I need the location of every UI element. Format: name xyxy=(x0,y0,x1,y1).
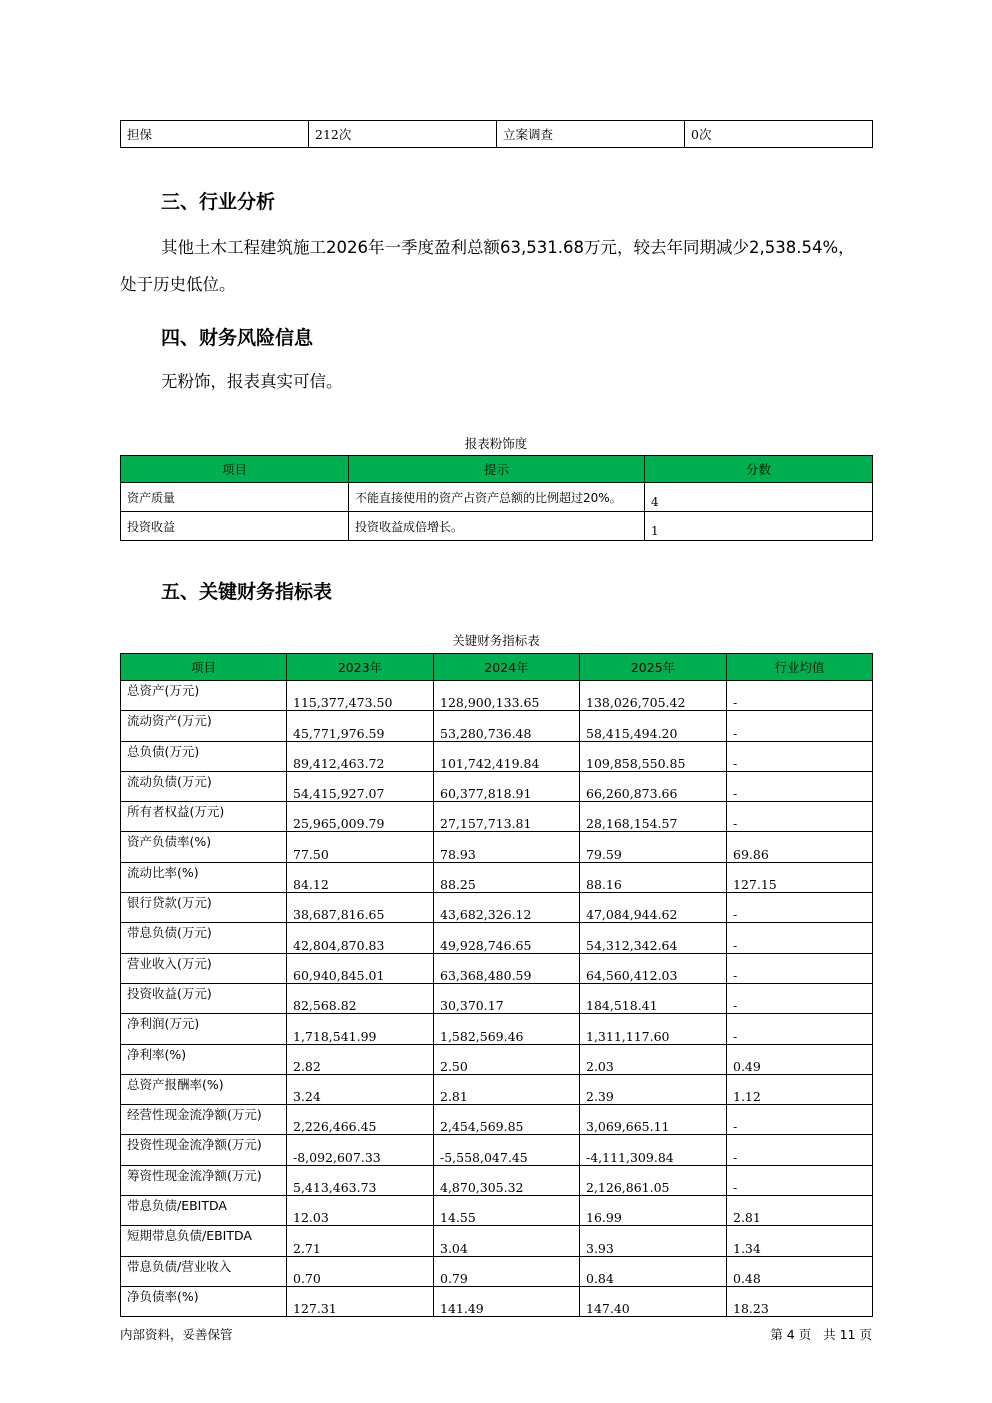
table-cell: 115,377,473.50 xyxy=(287,681,434,711)
table-cell: - xyxy=(727,953,873,983)
table-cell: - xyxy=(727,1135,873,1165)
table-cell: 担保 xyxy=(121,121,309,148)
page-number: 第 4 页 共 11 页 xyxy=(770,1327,872,1342)
table-row xyxy=(121,1256,873,1286)
table-cell: 0.84 xyxy=(580,1256,727,1286)
row-label: 经营性现金流净额(万元) xyxy=(121,1105,287,1135)
row-label: 总资产报酬率(%) xyxy=(121,1074,287,1104)
table-cell: - xyxy=(727,1105,873,1135)
table-cell: 42,804,870.83 xyxy=(287,923,434,953)
table-cell: 投资收益 xyxy=(121,512,349,541)
row-label: 净利率(%) xyxy=(121,1044,287,1074)
table-cell: 资产质量 xyxy=(121,483,349,512)
table-header-row xyxy=(121,456,873,483)
table-cell: - xyxy=(727,1014,873,1044)
table-cell: 1,582,569.46 xyxy=(434,1014,580,1044)
table-cell: 12.03 xyxy=(287,1196,434,1226)
top-info-table xyxy=(120,120,873,148)
paragraph: 无粉饰，报表真实可信。 xyxy=(161,372,343,391)
table-cell: - xyxy=(727,802,873,832)
row-label: 总资产(万元) xyxy=(121,681,287,711)
table-cell: 141.49 xyxy=(434,1286,580,1316)
table-cell: 58,415,494.20 xyxy=(580,711,727,741)
table-cell: 14.55 xyxy=(434,1196,580,1226)
table-cell: 0.79 xyxy=(434,1256,580,1286)
table-cell: 47,084,944.62 xyxy=(580,893,727,923)
table-cell: 1,718,541.99 xyxy=(287,1014,434,1044)
table-row xyxy=(121,953,873,983)
row-label: 投资性现金流净额(万元) xyxy=(121,1135,287,1165)
table-cell: 0.70 xyxy=(287,1256,434,1286)
table-cell: 2.50 xyxy=(434,1044,580,1074)
row-label: 流动负债(万元) xyxy=(121,771,287,801)
table-cell: 5,413,463.73 xyxy=(287,1165,434,1195)
table-cell: 128,900,133.65 xyxy=(434,681,580,711)
table-cell: 88.16 xyxy=(580,862,727,892)
table-row xyxy=(121,483,873,512)
table-cell: 2.81 xyxy=(727,1196,873,1226)
table-cell: 45,771,976.59 xyxy=(287,711,434,741)
table-row xyxy=(121,923,873,953)
table-cell: 1.34 xyxy=(727,1226,873,1256)
table-cell: 2.82 xyxy=(287,1044,434,1074)
table-cell: 2.81 xyxy=(434,1074,580,1104)
paragraph: 处于历史低位。 xyxy=(120,275,236,294)
table-row xyxy=(121,121,873,148)
kpi-table-body xyxy=(121,681,873,1317)
row-label: 资产负债率(%) xyxy=(121,832,287,862)
table-cell: 不能直接使用的资产占资产总额的比例超过20%。 xyxy=(349,483,645,512)
table-row xyxy=(121,1044,873,1074)
table-cell: 69.86 xyxy=(727,832,873,862)
table-row xyxy=(121,832,873,862)
table-row xyxy=(121,1286,873,1316)
table-row xyxy=(121,1226,873,1256)
table-cell: 66,260,873.66 xyxy=(580,771,727,801)
column-header: 2023年 xyxy=(287,654,434,681)
table-cell: 79.59 xyxy=(580,832,727,862)
column-header: 2024年 xyxy=(434,654,580,681)
table-cell: - xyxy=(727,983,873,1013)
table-cell: 2,126,861.05 xyxy=(580,1165,727,1195)
table-cell: 2.71 xyxy=(287,1226,434,1256)
table-cell: 89,412,463.72 xyxy=(287,741,434,771)
table-row xyxy=(121,681,873,711)
row-label: 带息负债(万元) xyxy=(121,923,287,953)
table-cell: 投资收益成倍增长。 xyxy=(349,512,645,541)
table-cell: 53,280,736.48 xyxy=(434,711,580,741)
risk-table xyxy=(120,455,873,541)
row-label: 净负债率(%) xyxy=(121,1286,287,1316)
table-cell: 25,965,009.79 xyxy=(287,802,434,832)
table-cell: 0次 xyxy=(685,121,873,148)
table-row xyxy=(121,1165,873,1195)
column-header: 行业均值 xyxy=(727,654,873,681)
table-row xyxy=(121,1014,873,1044)
table-cell: 77.50 xyxy=(287,832,434,862)
table-cell: 49,928,746.65 xyxy=(434,923,580,953)
table-cell: 0.48 xyxy=(727,1256,873,1286)
column-header: 2025年 xyxy=(580,654,727,681)
table-cell: 3.24 xyxy=(287,1074,434,1104)
table-cell: 30,370.17 xyxy=(434,983,580,1013)
column-header: 分数 xyxy=(645,456,873,483)
row-label: 筹资性现金流净额(万元) xyxy=(121,1165,287,1195)
table-cell: 63,368,480.59 xyxy=(434,953,580,983)
table-cell: 43,682,326.12 xyxy=(434,893,580,923)
row-label: 总负债(万元) xyxy=(121,741,287,771)
table-cell: 2.39 xyxy=(580,1074,727,1104)
table-cell: -4,111,309.84 xyxy=(580,1135,727,1165)
table-row xyxy=(121,1074,873,1104)
table-cell: 4,870,305.32 xyxy=(434,1165,580,1195)
table-cell: 2,226,466.45 xyxy=(287,1105,434,1135)
row-label: 所有者权益(万元) xyxy=(121,802,287,832)
row-label: 营业收入(万元) xyxy=(121,953,287,983)
table-cell: 212次 xyxy=(309,121,497,148)
table-cell: 101,742,419.84 xyxy=(434,741,580,771)
table-cell: 38,687,816.65 xyxy=(287,893,434,923)
table-cell: 1.12 xyxy=(727,1074,873,1104)
table-cell: -8,092,607.33 xyxy=(287,1135,434,1165)
table-row xyxy=(121,741,873,771)
table-cell: - xyxy=(727,681,873,711)
row-label: 带息负债/营业收入 xyxy=(121,1256,287,1286)
table-cell: 18.23 xyxy=(727,1286,873,1316)
table-row xyxy=(121,711,873,741)
table-cell: 28,168,154.57 xyxy=(580,802,727,832)
table-cell: 84.12 xyxy=(287,862,434,892)
table-row xyxy=(121,862,873,892)
table-row xyxy=(121,1196,873,1226)
table-row xyxy=(121,802,873,832)
table-cell: 1,311,117.60 xyxy=(580,1014,727,1044)
table-cell: 立案调查 xyxy=(497,121,685,148)
table-row xyxy=(121,512,873,541)
footer-left: 内部资料，妥善保管 xyxy=(120,1327,233,1342)
table-cell: 54,312,342.64 xyxy=(580,923,727,953)
table-cell: 127.31 xyxy=(287,1286,434,1316)
table-cell: 138,026,705.42 xyxy=(580,681,727,711)
table-cell: -5,558,047.45 xyxy=(434,1135,580,1165)
row-label: 短期带息负债/EBITDA xyxy=(121,1226,287,1256)
table-cell: 127.15 xyxy=(727,862,873,892)
paragraph: 其他土木工程建筑施工2026年一季度盈利总额63,531.68万元，较去年同期减少2,538.54%， xyxy=(161,238,855,257)
table-cell: - xyxy=(727,1165,873,1195)
column-header: 提示 xyxy=(349,456,645,483)
table-cell: 60,940,845.01 xyxy=(287,953,434,983)
table-cell: 27,157,713.81 xyxy=(434,802,580,832)
table-cell: 16.99 xyxy=(580,1196,727,1226)
kpi-table xyxy=(120,653,873,1317)
table-cell: 3,069,665.11 xyxy=(580,1105,727,1135)
table-cell: 0.49 xyxy=(727,1044,873,1074)
table-cell: - xyxy=(727,741,873,771)
table-cell: - xyxy=(727,923,873,953)
row-label: 流动资产(万元) xyxy=(121,711,287,741)
row-label: 银行贷款(万元) xyxy=(121,893,287,923)
table-row xyxy=(121,1135,873,1165)
table-row xyxy=(121,771,873,801)
row-label: 投资收益(万元) xyxy=(121,983,287,1013)
table-cell: 109,858,550.85 xyxy=(580,741,727,771)
section-title: 四、财务风险信息 xyxy=(161,327,314,349)
column-header: 项目 xyxy=(121,654,287,681)
table-cell: 3.93 xyxy=(580,1226,727,1256)
table-cell: 54,415,927.07 xyxy=(287,771,434,801)
column-header: 项目 xyxy=(121,456,349,483)
row-label: 净利润(万元) xyxy=(121,1014,287,1044)
table-caption: 关键财务指标表 xyxy=(452,633,540,648)
table-cell: 88.25 xyxy=(434,862,580,892)
table-caption: 报表粉饰度 xyxy=(464,436,528,451)
table-cell: 147.40 xyxy=(580,1286,727,1316)
section-title: 五、关键财务指标表 xyxy=(161,581,333,603)
row-label: 带息负债/EBITDA xyxy=(121,1196,287,1226)
table-cell: 2,454,569.85 xyxy=(434,1105,580,1135)
table-cell: 64,560,412.03 xyxy=(580,953,727,983)
table-row xyxy=(121,893,873,923)
section-title: 三、行业分析 xyxy=(161,191,276,213)
table-cell: 78.93 xyxy=(434,832,580,862)
table-cell: 82,568.82 xyxy=(287,983,434,1013)
table-cell: - xyxy=(727,893,873,923)
row-label: 流动比率(%) xyxy=(121,862,287,892)
table-cell: - xyxy=(727,711,873,741)
table-cell: 60,377,818.91 xyxy=(434,771,580,801)
table-cell: 2.03 xyxy=(580,1044,727,1074)
table-row xyxy=(121,983,873,1013)
table-header-row xyxy=(121,654,873,681)
table-cell: 1 xyxy=(645,512,873,541)
table-cell: 3.04 xyxy=(434,1226,580,1256)
table-row xyxy=(121,1105,873,1135)
table-cell: 184,518.41 xyxy=(580,983,727,1013)
table-cell: 4 xyxy=(645,483,873,512)
table-cell: - xyxy=(727,771,873,801)
